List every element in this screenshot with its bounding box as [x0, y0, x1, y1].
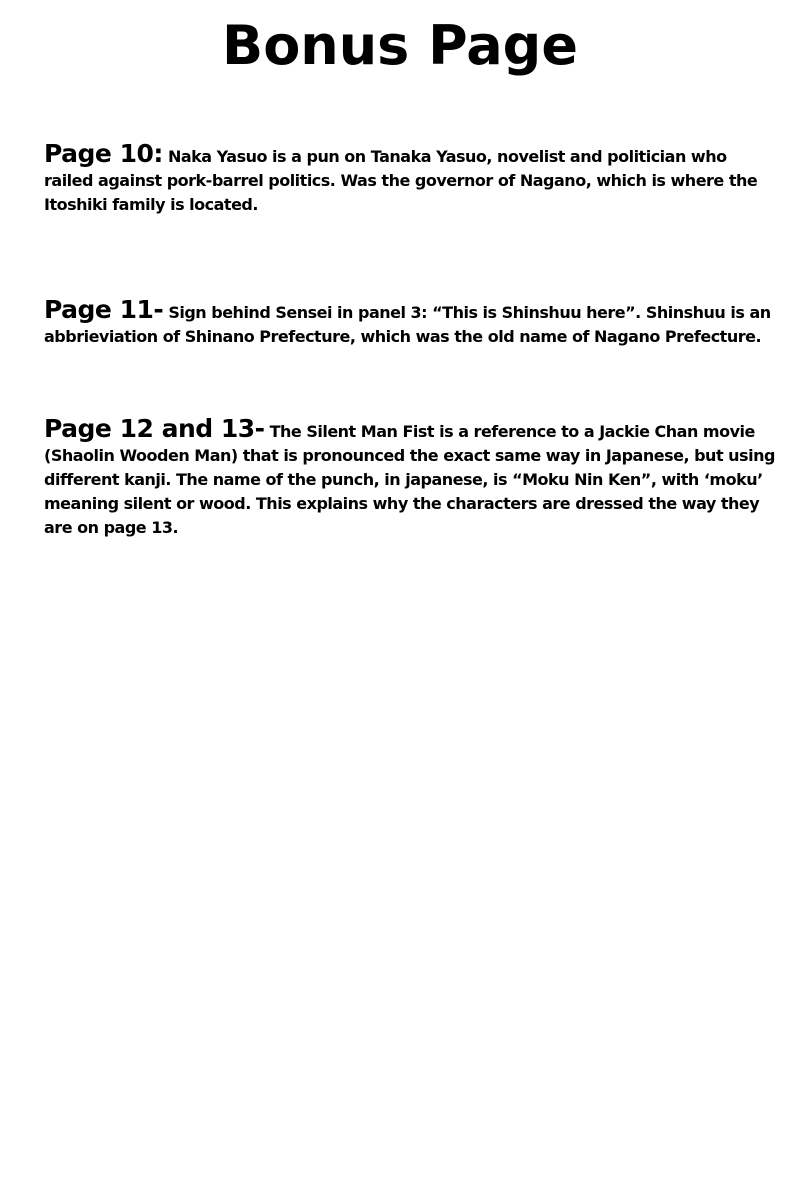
note-text: Naka Yasuo is a pun on Tanaka Yasuo, novelist and politician who railed against pork-barrel politics. Was the governor of Nagano, which is where the Itoshiki family is located.	[44, 147, 758, 214]
note-text: Sign behind Sensei in panel 3: “This is Shinshuu here”. Shinshuu is an abbrieviation of Shinano Prefecture, which was the old name of Nagano Prefecture.	[44, 303, 771, 346]
note-page-11	[44, 295, 780, 349]
note-page-12-13	[44, 414, 780, 540]
note-text: The Silent Man Fist is a reference to a Jackie Chan movie (Shaolin Wooden Man) that is pronounced the exact same way in Japanese, but using different kanji. The name of the punch, in japanese, is “Moku Nin Ken”, with ‘moku’ meaning silent or wood. This explains why the characters are dressed the way they are on page 13.	[44, 422, 775, 537]
page-title: Bonus Page	[222, 14, 578, 77]
note-page-10	[44, 139, 780, 217]
note-heading: Page 12 and 13-	[44, 414, 265, 443]
note-heading: Page 11-	[44, 295, 164, 324]
note-heading: Page 10:	[44, 139, 163, 168]
